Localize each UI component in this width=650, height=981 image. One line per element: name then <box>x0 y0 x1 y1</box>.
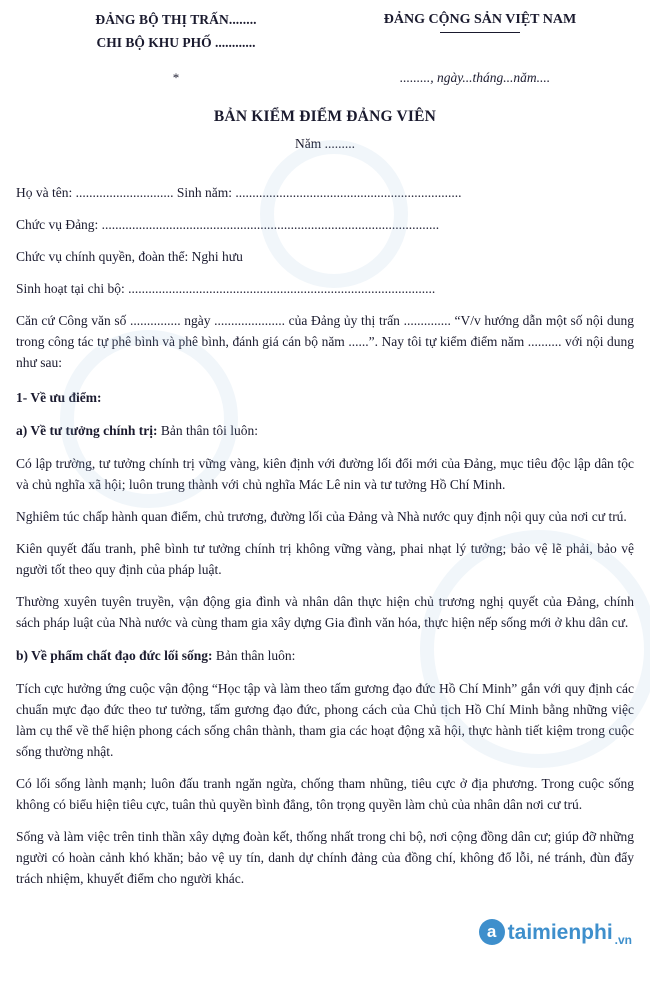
star-block <box>16 54 316 86</box>
party-name: ĐẢNG CỘNG SẢN VIỆT NAM <box>383 12 577 27</box>
paragraph: Kiên quyết đấu tranh, phê bình tư tưởng chính trị không vững vàng, phai nhạt lý tưởng; bảo vệ lẽ phải, bảo vệ người tốt theo quy định của pháp luật. <box>16 541 634 577</box>
document-header <box>16 10 634 54</box>
subsection-label-a: a) Về tư tưởng chính trị: <box>16 423 158 438</box>
field-gov-position: Chức vụ chính quyền, đoàn thể: Nghi hưu <box>16 249 243 264</box>
star-symbol: * <box>172 70 180 85</box>
header-left-block <box>16 10 326 54</box>
subsection-heading-a <box>16 420 634 441</box>
watermark-logo <box>479 919 632 945</box>
paragraph: Tích cực hưởng ứng cuộc vận động “Học tập và làm theo tấm gương đạo đức Hồ Chí Minh” gắn với quy định các chuẩn mực đạo đức theo tư tưởng, tấm gương đạo đức, phong cách của Chủ tịch Hồ Chí Minh bằng những việc làm cụ thể về thể hiện phong cách sống chân thành, tham gia các hoạt động xã hội, thực hành tiết kiệm trong cuộc sống thường nhật. <box>16 681 634 759</box>
header-second-row <box>16 54 634 86</box>
paragraph: Nghiêm túc chấp hành quan điểm, chủ trương, đường lối của Đảng và Nhà nước quy định nội quy của nơi cư trú. <box>16 509 627 524</box>
field-party-position: Chức vụ Đảng: .................................................................................................... <box>16 217 440 232</box>
header-divider <box>440 32 520 33</box>
date-line: ........., ngày...tháng...năm.... <box>399 70 551 85</box>
page-subtitle: Năm ......... <box>295 136 355 151</box>
field-name-line: Họ và tên: ............................. Sinh năm: ................................................................... <box>16 185 462 200</box>
org-line-1: ĐẢNG BỘ THỊ TRẤN........ <box>95 12 257 27</box>
subsection-label-b: b) Về phẩm chất đạo đức lối sống: <box>16 648 213 663</box>
watermark-text: taimienphi <box>507 920 613 944</box>
org-line-2: CHI BỘ KHU PHỐ ............ <box>96 35 256 50</box>
document-body <box>16 182 634 889</box>
section-heading-1: 1- Về ưu điểm: <box>16 390 102 405</box>
page-title: BẢN KIỂM ĐIỂM ĐẢNG VIÊN <box>213 108 437 125</box>
watermark-suffix: .vn <box>614 933 632 947</box>
subsection-heading-b <box>16 645 634 666</box>
watermark-glyph-icon: a <box>479 919 505 945</box>
paragraph: Có lối sống lành mạnh; luôn đấu tranh ngăn ngừa, chống tham nhũng, tiêu cực ở địa phương. Trong cuộc sống không có biểu hiện tiêu cực, tuân thủ quyền bình đẳng, tôn trọng quyền làm chủ của nhân dân nơi cư trú. <box>16 776 634 812</box>
subsection-lead-a: Bản thân tôi luôn: <box>157 423 259 438</box>
intro-paragraph: Căn cứ Công văn số ............... ngày ..................... của Đảng ủy thị trấn .............. “V/v hướng dẫn một số nội dung trong công tác tự phê bình và phê bình, đánh giá cán bộ năm ......”. Nay tôi tự kiểm điểm năm .......... với nội dung như sau: <box>16 313 634 370</box>
paragraph: Thường xuyên tuyên truyền, vận động gia đình và nhân dân thực hiện chủ trương nghị quyết của Đảng, chính sách pháp luật của Nhà nước và cùng tham gia xây dựng Gia đình văn hóa, thực hiện nếp sống mới ở khu dân cư. <box>16 594 634 630</box>
paragraph: Có lập trường, tư tưởng chính trị vững vàng, kiên định với đường lối đổi mới của Đảng, mục tiêu độc lập dân tộc và chủ nghĩa xã hội; luôn trung thành với chủ nghĩa Mác Lê nin và tư tưởng Hồ Chí Minh. <box>16 456 634 492</box>
date-block <box>316 54 634 86</box>
subsection-lead-b: Bản thân luôn: <box>212 648 296 663</box>
field-cell-activity: Sinh hoạt tại chi bộ: ........................................................................................... <box>16 281 436 296</box>
paragraph: Sống và làm việc trên tinh thần xây dựng đoàn kết, thống nhất trong chi bộ, nơi cộng đồng dân cư; giúp đỡ những người có hoàn cảnh khó khăn; bảo vệ uy tín, danh dự chính đảng của đồng chí, không đổ lỗi, né tránh, đùn đẩy trách nhiệm, khuyết điểm cho người khác. <box>16 829 634 886</box>
header-right-block <box>326 10 634 33</box>
